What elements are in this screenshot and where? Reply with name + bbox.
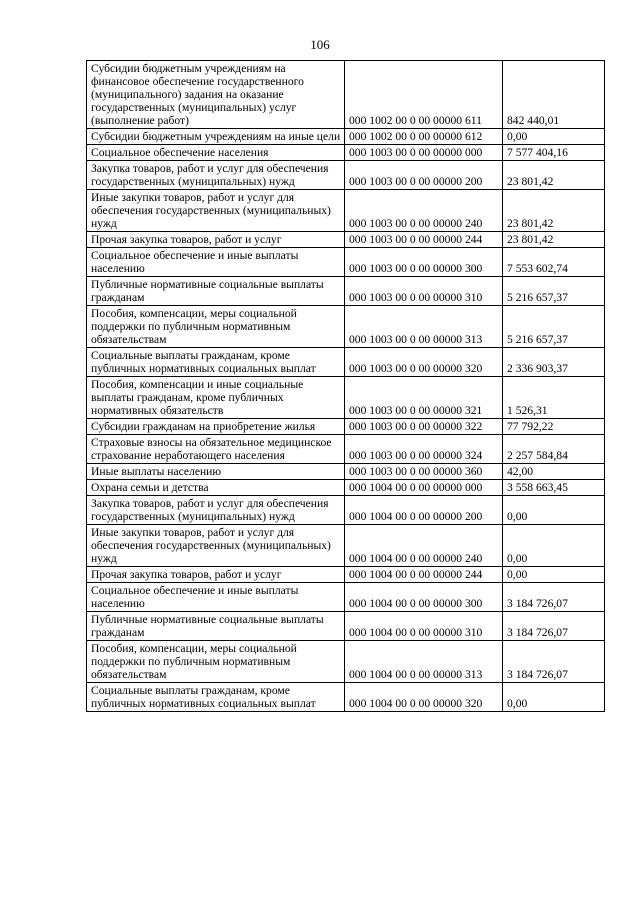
row-name-cell: Социальное обеспечение и иные выплаты населению [87, 583, 345, 612]
row-name-cell: Иные выплаты населению [87, 464, 345, 480]
row-code-cell: 000 1002 00 0 00 00000 611 [345, 61, 503, 129]
row-amount-cell: 23 801,42 [503, 190, 605, 232]
table-row [87, 567, 605, 583]
row-code-cell: 000 1003 00 0 00 00000 244 [345, 232, 503, 248]
table-row [87, 161, 605, 190]
row-amount-cell: 3 558 663,45 [503, 480, 605, 496]
row-code-cell: 000 1003 00 0 00 00000 321 [345, 377, 503, 419]
row-code-cell: 000 1003 00 0 00 00000 240 [345, 190, 503, 232]
row-amount-cell: 7 577 404,16 [503, 145, 605, 161]
table-row [87, 496, 605, 525]
row-code-cell: 000 1004 00 0 00 00000 320 [345, 683, 503, 712]
table-row [87, 277, 605, 306]
table-body [87, 61, 605, 712]
table-row [87, 145, 605, 161]
row-code-cell: 000 1003 00 0 00 00000 310 [345, 277, 503, 306]
row-amount-cell: 77 792,22 [503, 419, 605, 435]
row-amount-cell: 5 216 657,37 [503, 277, 605, 306]
budget-table [86, 60, 605, 712]
row-code-cell: 000 1003 00 0 00 00000 322 [345, 419, 503, 435]
row-amount-cell: 842 440,01 [503, 61, 605, 129]
table-row [87, 129, 605, 145]
row-name-cell: Иные закупки товаров, работ и услуг для обеспечения государственных (муниципальных) нужд [87, 190, 345, 232]
table-row [87, 480, 605, 496]
row-code-cell: 000 1003 00 0 00 00000 313 [345, 306, 503, 348]
row-code-cell: 000 1003 00 0 00 00000 300 [345, 248, 503, 277]
row-amount-cell: 3 184 726,07 [503, 612, 605, 641]
row-amount-cell: 0,00 [503, 567, 605, 583]
table-row [87, 641, 605, 683]
row-amount-cell: 0,00 [503, 129, 605, 145]
table-row [87, 248, 605, 277]
row-name-cell: Прочая закупка товаров, работ и услуг [87, 567, 345, 583]
row-code-cell: 000 1004 00 0 00 00000 240 [345, 525, 503, 567]
row-amount-cell: 3 184 726,07 [503, 583, 605, 612]
row-code-cell: 000 1003 00 0 00 00000 320 [345, 348, 503, 377]
row-code-cell: 000 1003 00 0 00 00000 324 [345, 435, 503, 464]
table-row [87, 464, 605, 480]
row-code-cell: 000 1003 00 0 00 00000 000 [345, 145, 503, 161]
table-row [87, 306, 605, 348]
row-name-cell: Закупка товаров, работ и услуг для обеспечения государственных (муниципальных) нужд [87, 161, 345, 190]
row-name-cell: Иные закупки товаров, работ и услуг для обеспечения государственных (муниципальных) нужд [87, 525, 345, 567]
row-amount-cell: 5 216 657,37 [503, 306, 605, 348]
row-amount-cell: 7 553 602,74 [503, 248, 605, 277]
row-name-cell: Публичные нормативные социальные выплаты гражданам [87, 612, 345, 641]
row-amount-cell: 1 526,31 [503, 377, 605, 419]
row-code-cell: 000 1003 00 0 00 00000 200 [345, 161, 503, 190]
row-name-cell: Пособия, компенсации и иные социальные выплаты гражданам, кроме публичных нормативных обязательств [87, 377, 345, 419]
row-code-cell: 000 1004 00 0 00 00000 200 [345, 496, 503, 525]
row-amount-cell: 0,00 [503, 683, 605, 712]
table-row [87, 583, 605, 612]
row-name-cell: Охрана семьи и детства [87, 480, 345, 496]
row-name-cell: Прочая закупка товаров, работ и услуг [87, 232, 345, 248]
row-name-cell: Социальное обеспечение населения [87, 145, 345, 161]
row-name-cell: Пособия, компенсации, меры социальной поддержки по публичным нормативным обязательствам [87, 306, 345, 348]
row-name-cell: Субсидии гражданам на приобретение жилья [87, 419, 345, 435]
table-row [87, 612, 605, 641]
row-amount-cell: 2 257 584,84 [503, 435, 605, 464]
row-code-cell: 000 1004 00 0 00 00000 300 [345, 583, 503, 612]
table-row [87, 419, 605, 435]
row-amount-cell: 42,00 [503, 464, 605, 480]
row-code-cell: 000 1004 00 0 00 00000 244 [345, 567, 503, 583]
table-row [87, 190, 605, 232]
row-code-cell: 000 1003 00 0 00 00000 360 [345, 464, 503, 480]
table-row [87, 525, 605, 567]
row-name-cell: Социальное обеспечение и иные выплаты населению [87, 248, 345, 277]
table-row [87, 435, 605, 464]
row-name-cell: Субсидии бюджетным учреждениям на иные цели [87, 129, 345, 145]
table-row [87, 683, 605, 712]
row-amount-cell: 23 801,42 [503, 232, 605, 248]
page-number: 106 [310, 37, 330, 52]
row-name-cell: Субсидии бюджетным учреждениям на финансовое обеспечение государственного (муниципального) задания на оказание государственных (муниципальных) услуг (выполнение работ) [87, 61, 345, 129]
row-name-cell: Закупка товаров, работ и услуг для обеспечения государственных (муниципальных) нужд [87, 496, 345, 525]
table-row [87, 348, 605, 377]
row-amount-cell: 2 336 903,37 [503, 348, 605, 377]
table-row [87, 61, 605, 129]
row-code-cell: 000 1004 00 0 00 00000 313 [345, 641, 503, 683]
row-name-cell: Пособия, компенсации, меры социальной поддержки по публичным нормативным обязательствам [87, 641, 345, 683]
row-code-cell: 000 1004 00 0 00 00000 000 [345, 480, 503, 496]
row-amount-cell: 0,00 [503, 496, 605, 525]
row-name-cell: Социальные выплаты гражданам, кроме публичных нормативных социальных выплат [87, 683, 345, 712]
row-amount-cell: 3 184 726,07 [503, 641, 605, 683]
row-name-cell: Публичные нормативные социальные выплаты гражданам [87, 277, 345, 306]
row-name-cell: Социальные выплаты гражданам, кроме публичных нормативных социальных выплат [87, 348, 345, 377]
row-code-cell: 000 1002 00 0 00 00000 612 [345, 129, 503, 145]
table-row [87, 232, 605, 248]
row-name-cell: Страховые взносы на обязательное медицинское страхование неработающего населения [87, 435, 345, 464]
row-code-cell: 000 1004 00 0 00 00000 310 [345, 612, 503, 641]
table-row [87, 377, 605, 419]
row-amount-cell: 23 801,42 [503, 161, 605, 190]
row-amount-cell: 0,00 [503, 525, 605, 567]
